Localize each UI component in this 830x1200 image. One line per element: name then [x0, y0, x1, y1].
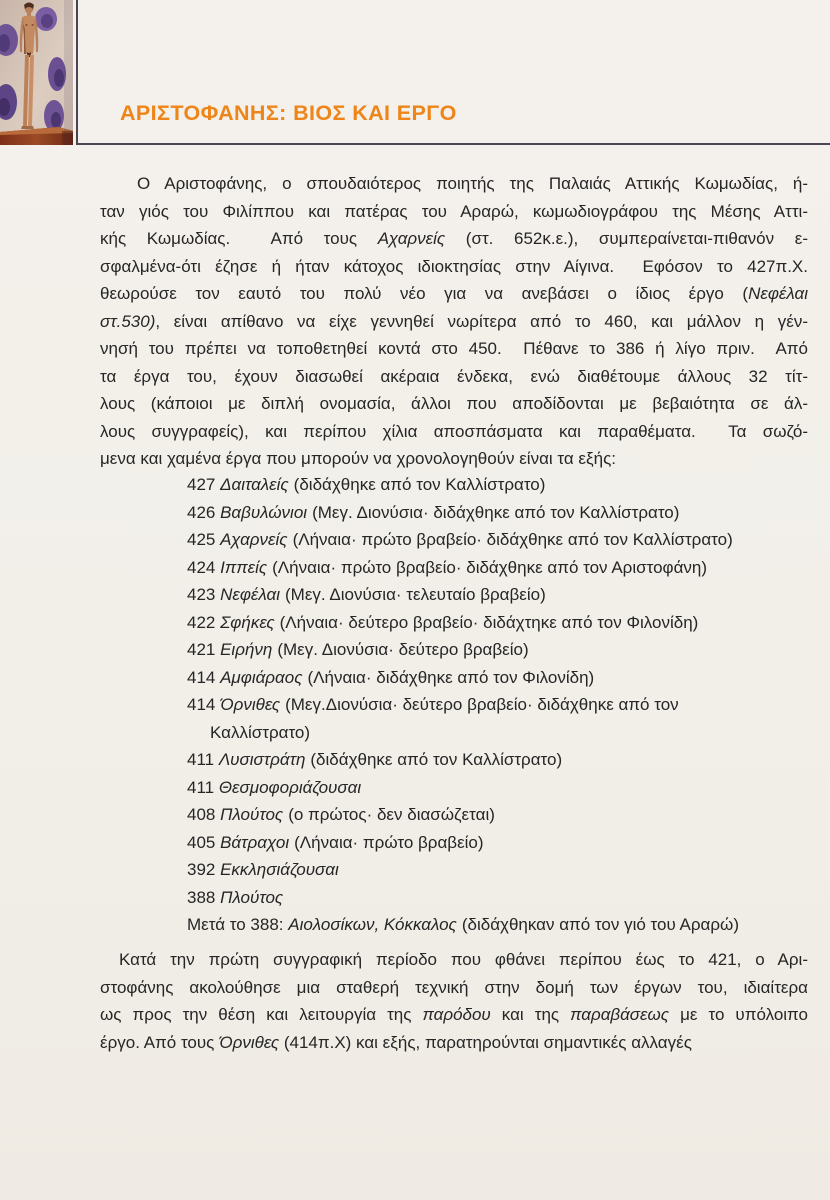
- work-row: [187, 691, 812, 746]
- work-year: 424: [187, 557, 221, 577]
- work-row: [187, 911, 812, 939]
- text-line: Ο Αριστοφάνης, ο σπουδαιότερος ποιητής της Παλαιάς Αττικής Κωμωδίας, ή-: [137, 174, 808, 193]
- work-row: [187, 609, 812, 637]
- work-title: Αιολοσίκων, Κόκκαλος: [288, 915, 457, 934]
- work-year: 425: [187, 530, 221, 549]
- work-title: Βαβυλώνιοι: [220, 502, 308, 522]
- work-year: 405: [187, 832, 221, 852]
- work-year: 427: [187, 475, 221, 494]
- work-note: (Λήναια· πρώτο βραβείο): [294, 832, 484, 852]
- work-row: [187, 801, 812, 829]
- work-title: Πλούτος: [220, 887, 284, 907]
- work-title: Θεσμοφοριάζουσαι: [218, 777, 362, 797]
- text-line: λους (κάποιοι με διπλή ονομασία, άλλοι που αποδίδονται με βεβαιότητα σε άλ-: [100, 394, 808, 413]
- work-year: 392: [187, 860, 221, 879]
- work-title: Λυσιστράτη: [218, 750, 306, 769]
- text-line: θεωρούσε τον εαυτό του πολύ νέο για να ανεβάσει ο ίδιος έργο (Νεφέλαι: [100, 284, 808, 303]
- work-year: 422: [187, 612, 221, 632]
- work-note: (διδάχθηκαν από τον γιό του Αραρώ): [461, 915, 739, 934]
- text-line: στ.530), είναι απίθανο να είχε γεννηθεί νωρίτερα από το 460, και μάλλον η γέν-: [100, 311, 808, 331]
- text-line: κής Κωμωδίας. Από τους Αχαρνείς (στ. 652κ.ε.), συμπεραίνεται-πιθανόν ε-: [100, 229, 808, 248]
- work-year: 421: [187, 640, 221, 659]
- work-note: (ο πρώτος· δεν διασώζεται): [288, 805, 495, 824]
- work-year: 408: [187, 805, 221, 824]
- work-row: [187, 526, 812, 554]
- work-year: Μετά το 388:: [187, 915, 289, 934]
- work-year: 426: [187, 502, 221, 522]
- work-note: (Μεγ. Διονύσια· διδάχθηκε από τον Καλλίστρατο): [312, 502, 680, 522]
- work-note: (διδάχθηκε από τον Καλλίστρατο): [310, 750, 563, 769]
- work-year: 414: [187, 695, 221, 714]
- header-divider: [77, 143, 830, 145]
- work-note: (Μεγ.Διονύσια· δεύτερο βραβείο· διδάχθηκε από τον: [285, 695, 679, 714]
- work-note: (Λήναια· πρώτο βραβείο· διδάχθηκε από τον Καλλίστρατο): [292, 530, 733, 549]
- work-row: [187, 774, 812, 802]
- photo-edge-shadow: [64, 0, 73, 145]
- work-note: (διδάχθηκε από τον Καλλίστρατο): [293, 475, 546, 494]
- work-row: [187, 664, 812, 692]
- work-title: Αχαρνείς: [220, 530, 288, 549]
- text-line: λους συγγραφείς), και περίπου χίλια αποσπάσματα και παραθέματα. Τα σωζό-: [100, 421, 808, 441]
- paragraph-writing-periods: [100, 946, 808, 1056]
- work-title: Δαιταλείς: [220, 475, 289, 494]
- work-title: Ειρήνη: [220, 640, 273, 659]
- work-title: Αμφιάραος: [220, 667, 303, 687]
- text-line: στοφάνης ακολούθησε μια σταθερή τεχνική στην δομή των έργων του, ιδιαίτερα: [100, 977, 808, 997]
- figurine-photo: [0, 0, 73, 145]
- work-note: (Λήναια· πρώτο βραβείο· διδάχθηκε από τον Αριστοφάνη): [272, 557, 708, 577]
- work-title: Πλούτος: [220, 805, 284, 824]
- work-row: [187, 636, 812, 664]
- work-row: [187, 884, 812, 912]
- work-note: (Λήναια· δεύτερο βραβείο· διδάχτηκε από τον Φιλονίδη): [279, 612, 699, 632]
- work-row: [187, 581, 812, 609]
- work-title: Εκκλησιάζουσαι: [220, 860, 339, 879]
- work-title: Όρνιθες: [220, 695, 281, 714]
- works-chronology-list: [187, 471, 812, 939]
- work-year: 388: [187, 887, 221, 907]
- text-line: ως προς την θέση και λειτουργία της παρόδου και της παραβάσεως με το υπόλοιπο: [100, 1005, 809, 1024]
- work-title: Νεφέλαι: [220, 585, 281, 604]
- page-title: ΑΡΙΣΤΟΦΑΝΗΣ: ΒΙΟΣ ΚΑΙ ΕΡΓΟ: [120, 101, 457, 125]
- work-note: (Μεγ. Διονύσια· δεύτερο βραβείο): [277, 640, 529, 659]
- text-line: μενα και χαμένα έργα που μπορούν να χρονολογηθούν είναι τα εξής:: [100, 449, 616, 468]
- work-row: [187, 499, 812, 527]
- work-row: [187, 856, 812, 884]
- work-row: [187, 471, 812, 499]
- text-line: σφαλμένα-ότι έζησε ή ήταν κάτοχος ιδιοκτησίας στην Αίγινα. Εφόσον το 427π.Χ.: [100, 256, 808, 276]
- work-note-continuation: Καλλίστρατο): [210, 722, 311, 742]
- work-note: (Λήναια· διδάχθηκε από τον Φιλονίδη): [307, 667, 595, 687]
- text-line: έργο. Από τους Όρνιθες (414π.Χ) και εξής, παρατηρούνται σημαντικές αλλαγές: [100, 1032, 692, 1052]
- text-line: τα έργα του, έχουν διασωθεί ακέραια ένδεκα, ενώ διαθέτουμε άλλους 32 τίτ-: [100, 366, 808, 386]
- work-row: [187, 554, 812, 582]
- text-line: Κατά την πρώτη συγγραφική περίοδο που φθάνει περίπου έως το 421, ο Αρι-: [119, 950, 808, 969]
- work-note: (Μεγ. Διονύσια· τελευταίο βραβείο): [285, 585, 546, 604]
- paragraph-biography: [100, 170, 808, 473]
- text-line: ταν γιός του Φιλίππου και πατέρας του Αραρώ, κωμωδιογράφου της Μέσης Αττι-: [100, 201, 808, 221]
- work-year: 414: [187, 667, 221, 687]
- work-row: [187, 746, 812, 774]
- work-row: [187, 829, 812, 857]
- statuette-illustration: [0, 0, 73, 145]
- work-year: 411: [187, 750, 219, 769]
- work-title: Βάτραχοι: [220, 832, 290, 852]
- work-title: Ιππείς: [220, 557, 268, 577]
- photo-divider-vertical: [76, 0, 78, 145]
- work-title: Σφήκες: [220, 612, 275, 632]
- text-line: νησή του πρέπει να τοποθετηθεί κοντά στο 450. Πέθανε το 386 ή λίγο πριν. Από: [100, 339, 808, 358]
- work-year: 411: [187, 777, 219, 797]
- work-year: 423: [187, 585, 221, 604]
